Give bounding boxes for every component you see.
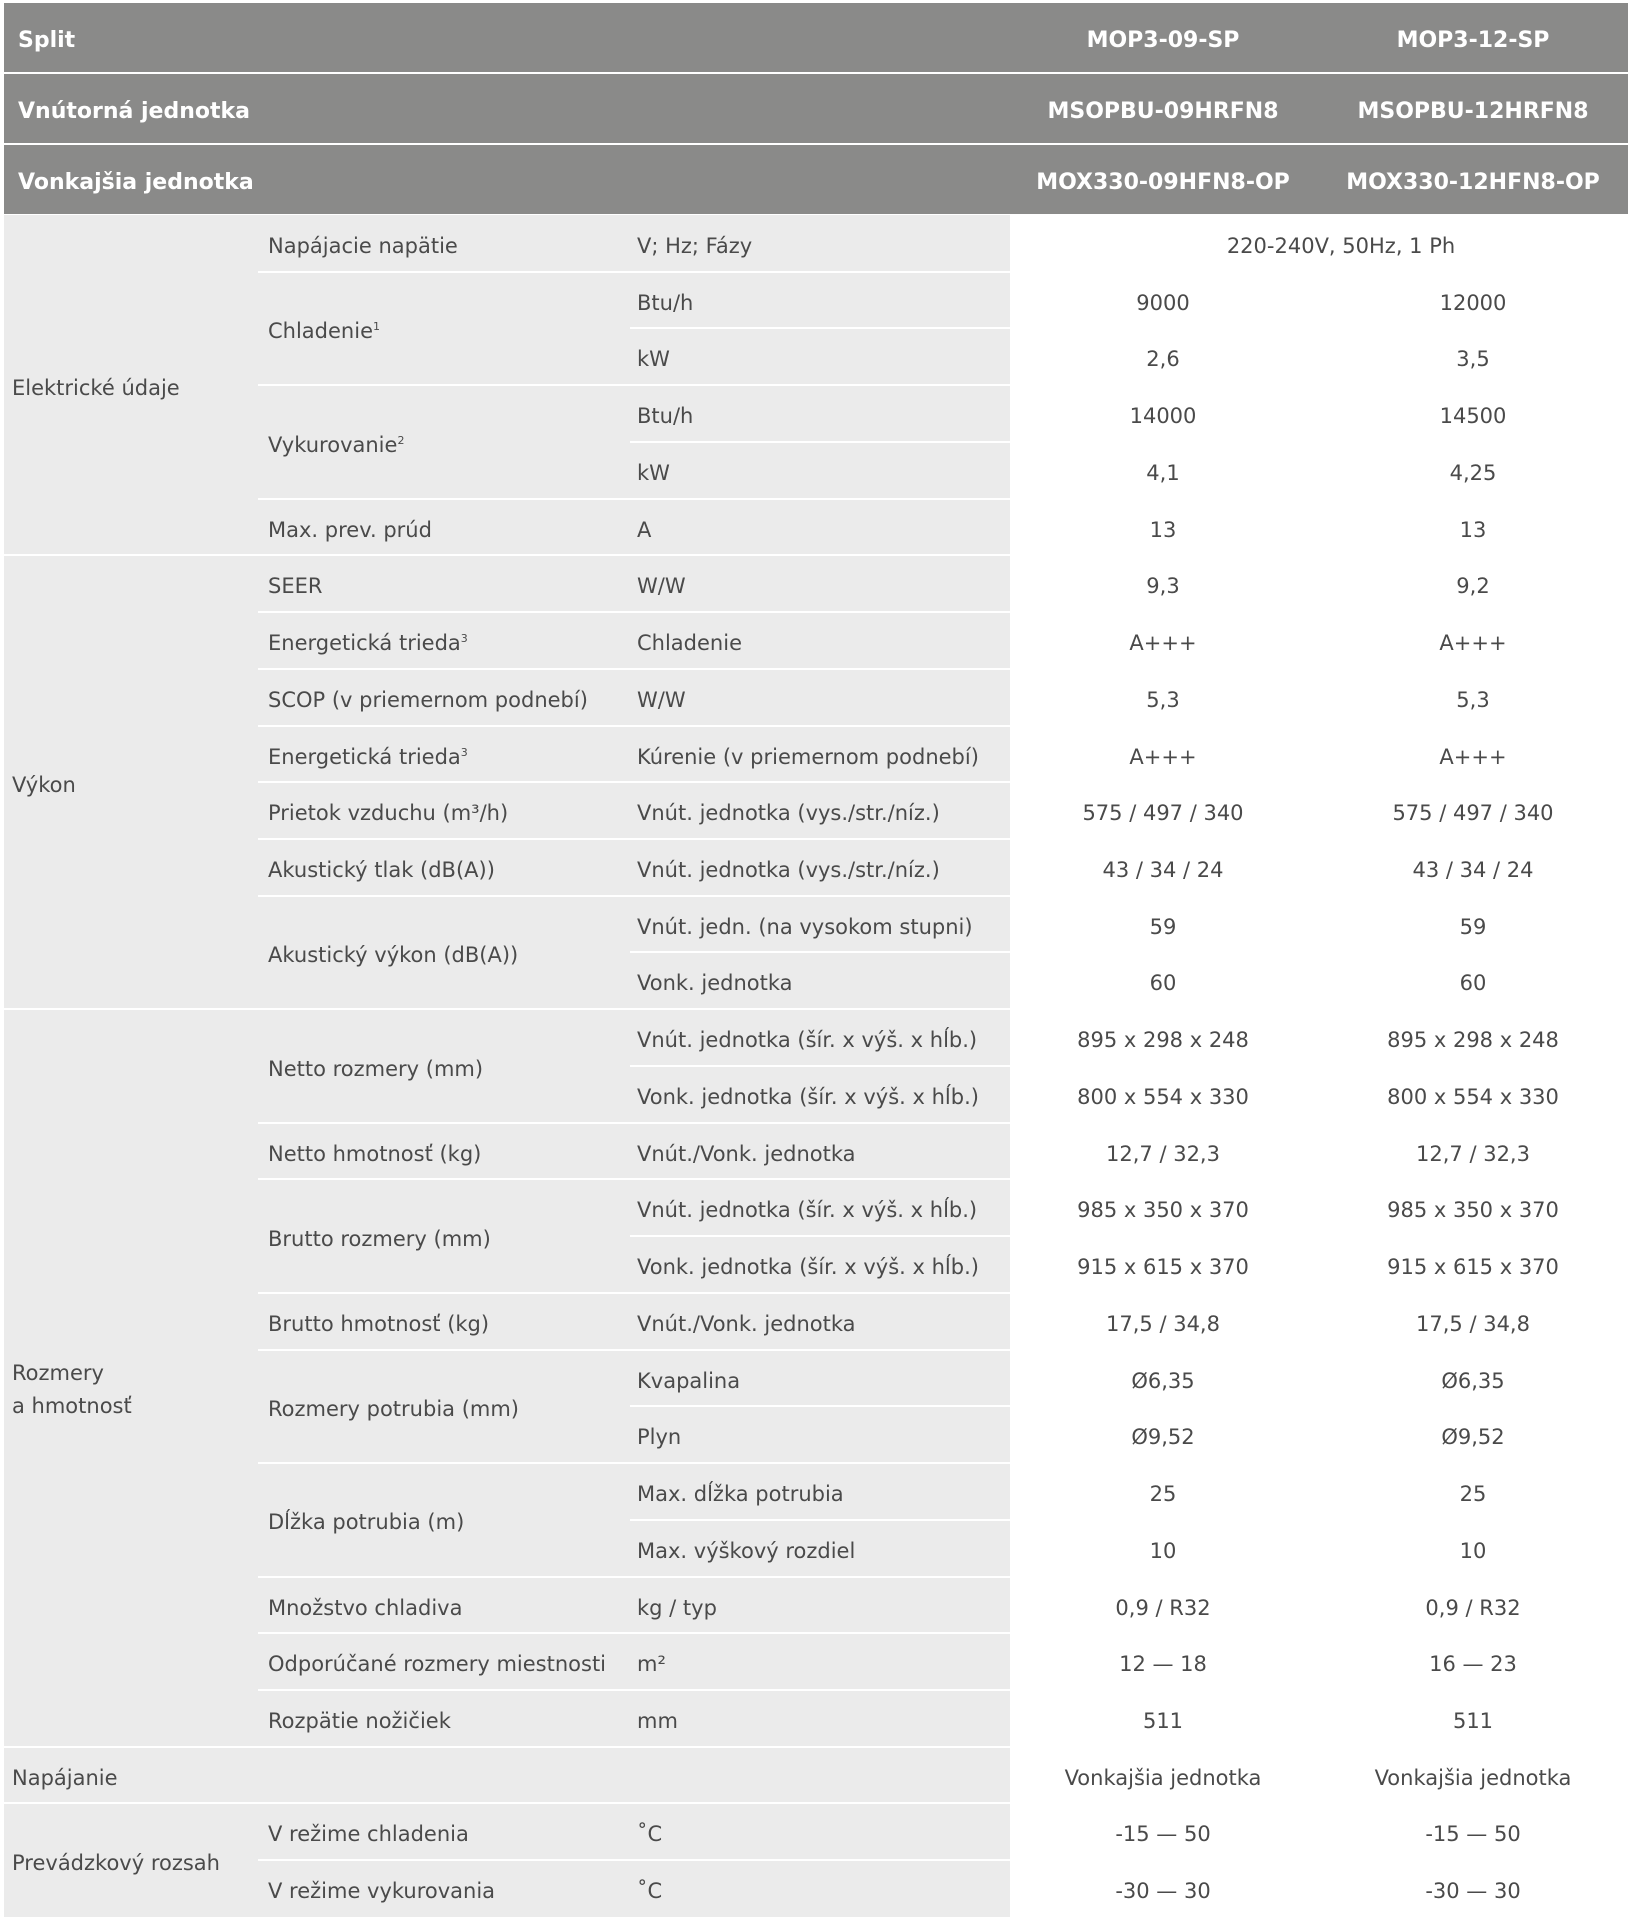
value-cell: 0,9 / R32 <box>1425 1595 1521 1620</box>
unit-cell: Plyn <box>637 1425 682 1450</box>
value-cell: 10 <box>1149 1538 1177 1563</box>
param-text: Netto hmotnosť (kg) <box>268 1141 482 1166</box>
param-label <box>268 1594 462 1622</box>
param-text: Rozpätie nožičiek <box>268 1708 451 1733</box>
param-label <box>268 1820 469 1848</box>
unit-cell: kW <box>637 460 670 485</box>
group-label: Výkon <box>12 772 76 797</box>
param-text: SCOP (v priemernom podnebí) <box>268 687 588 712</box>
group-label: Napájanie <box>12 1765 118 1790</box>
value-cell: 985 x 350 x 370 <box>1387 1198 1559 1223</box>
unit-cell: Vnút./Vonk. jednotka <box>637 1311 856 1336</box>
param-text: Vykurovanie <box>268 432 398 457</box>
value-cell: 575 / 497 / 340 <box>1392 801 1554 826</box>
value-cell: 511 <box>1142 1708 1184 1733</box>
value-cell: 800 x 554 x 330 <box>1077 1084 1249 1109</box>
value-cell: 5,3 <box>1456 687 1490 712</box>
value-cell: 12,7 / 32,3 <box>1106 1141 1220 1166</box>
value-cell: 17,5 / 34,8 <box>1416 1311 1530 1336</box>
header-model: MSOPBU-09HRFN8 <box>1047 99 1279 124</box>
unit-cell: V; Hz; Fázy <box>637 234 753 258</box>
param-label <box>268 799 508 827</box>
value-cell: 25 <box>1149 1482 1177 1507</box>
unit-cell: ˚C <box>637 1822 663 1847</box>
param-label <box>268 232 458 260</box>
param-label <box>268 516 432 544</box>
param-text: Prietok vzduchu (m³/h) <box>268 801 509 826</box>
unit-cell: Max. výškový rozdiel <box>637 1538 856 1563</box>
header-model: MOX330-12HFN8-OP <box>1346 170 1600 195</box>
unit-cell: ˚C <box>637 1879 663 1904</box>
value-cell: Ø9,52 <box>1441 1425 1505 1450</box>
value-cell: 895 x 298 x 248 <box>1387 1028 1559 1053</box>
unit-cell: Vonk. jednotka <box>637 971 793 996</box>
unit-cell: W/W <box>637 687 686 712</box>
param-label <box>268 743 468 771</box>
value-cell: 25 <box>1459 1482 1487 1507</box>
unit-cell: Btu/h <box>637 404 694 429</box>
param-label <box>268 1707 451 1735</box>
param-text: Brutto hmotnosť (kg) <box>268 1311 490 1336</box>
footnote-marker: 3 <box>460 745 468 759</box>
value-cell: 12 — 18 <box>1119 1652 1207 1677</box>
footnote-marker: 3 <box>460 632 468 646</box>
param-text: Brutto rozmery (mm) <box>268 1226 491 1251</box>
value-cell: Vonkajšia jednotka <box>1374 1765 1572 1790</box>
unit-cell: Vnút. jedn. (na vysokom stupni) <box>637 914 973 939</box>
value-cell: 14000 <box>1129 404 1197 429</box>
param-label <box>268 1140 481 1168</box>
unit-cell: Kvapalina <box>637 1368 741 1393</box>
param-label <box>268 317 380 345</box>
value-cell: 9,3 <box>1146 574 1180 599</box>
param-label <box>268 1395 519 1423</box>
value-cell: 43 / 34 / 24 <box>1102 858 1224 883</box>
group-label: a hmotnosť <box>12 1394 132 1419</box>
param-label <box>268 431 404 459</box>
value-cell: 4,1 <box>1146 460 1180 485</box>
param-label <box>268 1055 483 1083</box>
header-label: Split <box>18 28 76 53</box>
value-cell: 0,9 / R32 <box>1115 1595 1211 1620</box>
value-cell: 9,2 <box>1456 574 1490 599</box>
unit-cell: Max. dĺžka potrubia <box>637 1482 844 1507</box>
param-text: Netto rozmery (mm) <box>268 1056 484 1081</box>
value-cell: 17,5 / 34,8 <box>1106 1311 1220 1336</box>
unit-cell: Chladenie <box>637 631 742 656</box>
footnote-marker: 1 <box>373 320 380 334</box>
footnote-marker: 2 <box>397 433 405 447</box>
value-cell: Ø9,52 <box>1131 1425 1195 1450</box>
param-text: SEER <box>268 574 323 599</box>
unit-cell: Vnút. jednotka (šír. x výš. x hĺb.) <box>637 1028 978 1053</box>
param-label <box>268 1508 464 1536</box>
param-text: V režime vykurovania <box>268 1879 496 1904</box>
unit-cell: Vnút. jednotka (vys./str./níz.) <box>637 801 940 826</box>
unit-cell: m² <box>637 1652 666 1677</box>
param-text: Akustický výkon (dB(A)) <box>268 943 519 968</box>
param-text: Akustický tlak (dB(A)) <box>268 858 495 883</box>
value-cell: Ø6,35 <box>1441 1368 1505 1393</box>
param-text: Energetická trieda <box>268 631 461 656</box>
param-text: Chladenie <box>268 319 373 344</box>
value-cell: 59 <box>1149 914 1177 939</box>
param-text: Max. prev. prúd <box>268 517 432 542</box>
value-cell: 575 / 497 / 340 <box>1082 801 1244 826</box>
param-text: V režime chladenia <box>268 1822 469 1847</box>
param-label <box>268 1877 495 1905</box>
header-model: MOP3-12-SP <box>1396 28 1550 53</box>
value-cell: 13 <box>1149 517 1177 542</box>
header-model: MOX330-09HFN8-OP <box>1036 170 1290 195</box>
header-model: MOP3-09-SP <box>1086 28 1240 53</box>
unit-cell: Vnút. jednotka (vys./str./níz.) <box>637 858 940 883</box>
value-cell: -30 — 30 <box>1425 1879 1521 1904</box>
param-text: Odporúčané rozmery miestnosti <box>268 1652 607 1677</box>
group-label: Rozmery <box>12 1360 104 1385</box>
value-cell: 43 / 34 / 24 <box>1412 858 1534 883</box>
param-text: Rozmery potrubia (mm) <box>268 1396 519 1421</box>
value-cell: 14500 <box>1439 404 1507 429</box>
unit-cell: kg / typ <box>637 1595 717 1620</box>
param-text: Množstvo chladiva <box>268 1595 463 1620</box>
value-cell: 60 <box>1149 971 1177 996</box>
value-cell: 60 <box>1459 971 1487 996</box>
value-cell: 985 x 350 x 370 <box>1077 1198 1249 1223</box>
value-cell: -30 — 30 <box>1115 1879 1211 1904</box>
unit-cell: kW <box>637 347 670 372</box>
value-cell: Vonkajšia jednotka <box>1064 1765 1262 1790</box>
value-cell: 800 x 554 x 330 <box>1387 1084 1559 1109</box>
param-label <box>268 1650 606 1678</box>
header-model: MSOPBU-12HRFN8 <box>1357 99 1589 124</box>
param-label <box>268 1225 491 1253</box>
value-cell-merged: 220-240V, 50Hz, 1 Ph <box>1226 234 1456 258</box>
value-cell: 2,6 <box>1146 347 1180 372</box>
value-cell: A+++ <box>1129 744 1197 769</box>
value-cell: -15 — 50 <box>1425 1822 1521 1847</box>
value-cell: 915 x 615 x 370 <box>1077 1255 1249 1280</box>
group-label: Prevádzkový rozsah <box>12 1850 220 1875</box>
value-cell: 895 x 298 x 248 <box>1077 1028 1249 1053</box>
unit-cell: Vonk. jednotka (šír. x výš. x hĺb.) <box>637 1084 979 1109</box>
param-label <box>268 686 588 714</box>
value-cell: 511 <box>1452 1708 1494 1733</box>
param-label <box>268 1310 489 1338</box>
value-cell: 5,3 <box>1146 687 1180 712</box>
param-label <box>268 629 468 657</box>
value-cell: A+++ <box>1129 631 1197 656</box>
header-label: Vnútorná jednotka <box>18 99 250 124</box>
unit-cell: Vnút./Vonk. jednotka <box>637 1141 856 1166</box>
unit-cell: Vonk. jednotka (šír. x výš. x hĺb.) <box>637 1255 979 1280</box>
value-cell: 3,5 <box>1456 347 1490 372</box>
unit-cell: A <box>637 517 652 542</box>
value-cell: 9000 <box>1136 290 1190 315</box>
group-label: Elektrické údaje <box>12 375 180 400</box>
header-label: Vonkajšia jednotka <box>18 170 254 195</box>
param-text: Napájacie napätie <box>268 234 458 258</box>
value-cell: 12,7 / 32,3 <box>1416 1141 1530 1166</box>
param-label <box>268 572 322 600</box>
value-cell: 13 <box>1459 517 1487 542</box>
param-text: Dĺžka potrubia (m) <box>268 1510 465 1535</box>
value-cell: 4,25 <box>1449 460 1497 485</box>
unit-cell: W/W <box>637 574 686 599</box>
value-cell: 59 <box>1459 914 1487 939</box>
value-cell: 12000 <box>1439 290 1507 315</box>
unit-cell: mm <box>637 1708 678 1733</box>
value-cell: A+++ <box>1439 744 1507 769</box>
unit-cell: Kúrenie (v priemernom podnebí) <box>637 744 979 769</box>
param-label <box>268 856 495 884</box>
value-cell: A+++ <box>1439 631 1507 656</box>
unit-cell: Btu/h <box>637 290 694 315</box>
value-cell: Ø6,35 <box>1131 1368 1195 1393</box>
value-cell: 915 x 615 x 370 <box>1387 1255 1559 1280</box>
param-text: Energetická trieda <box>268 744 461 769</box>
value-cell: 16 — 23 <box>1429 1652 1517 1677</box>
unit-cell: Vnút. jednotka (šír. x výš. x hĺb.) <box>637 1198 978 1223</box>
value-cell: 10 <box>1459 1538 1487 1563</box>
param-label <box>268 941 518 969</box>
value-cell: -15 — 50 <box>1115 1822 1211 1847</box>
